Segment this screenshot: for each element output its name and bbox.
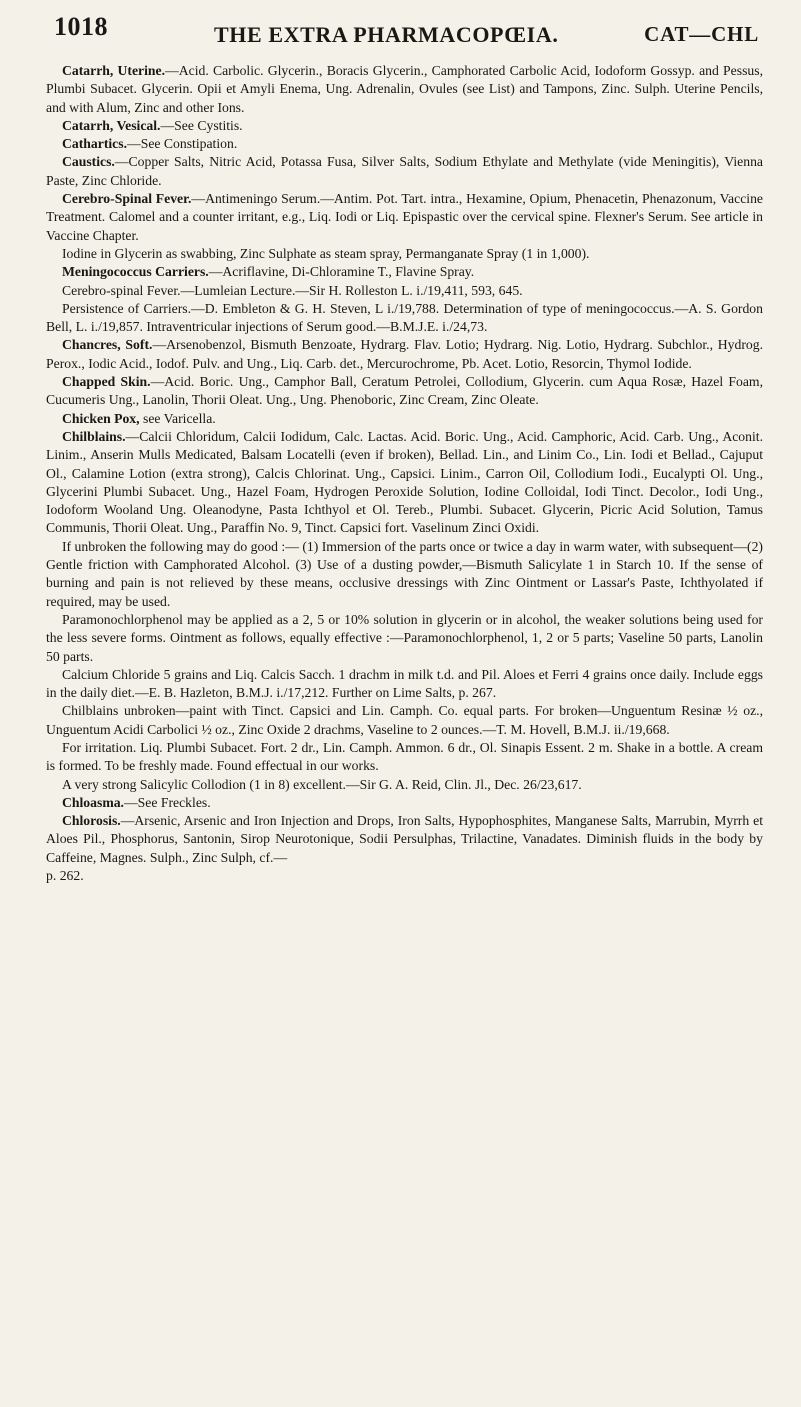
entry-headword: Chapped Skin. <box>62 374 151 390</box>
entry-text: —See Cystitis. <box>160 117 243 133</box>
entry-text: see Varicella. <box>139 410 216 426</box>
entry-text: Cerebro-spinal Fever.—Lumleian Lecture.—Sir H. Rolleston L. i./19,411, 593, 645. <box>62 282 523 298</box>
reference-persistence-carriers <box>46 300 763 337</box>
entry-headword: Chicken Pox, <box>62 410 140 426</box>
paragraph-calcium-chloride <box>46 666 763 703</box>
entry-text: Calcium Chloride 5 grains and Liq. Calcis Sacch. 1 drachm in milk t.d. and Pil. Aloes et Ferri 4 grains once daily. Include eggs in the daily diet.—E. B. Hazleton, B.M.J. i./17,212. Further on Lime Salts, p. 267. <box>46 666 763 701</box>
running-title: THE EXTRA PHARMACOPŒIA. <box>214 22 559 47</box>
entry-headword: Cathartics. <box>62 136 128 152</box>
entry-catarrh-vesical <box>46 117 763 135</box>
entry-headword: Meningococcus Carriers. <box>62 264 209 280</box>
entry-chicken-pox <box>46 410 763 428</box>
entry-meningococcus-carriers <box>46 263 763 281</box>
entry-cerebro-spinal-fever <box>46 190 763 245</box>
entry-chapped-skin <box>46 373 763 410</box>
running-head <box>46 10 763 60</box>
entry-headword: Caustics. <box>62 154 115 170</box>
entry-text: —Antimeningo Serum.—Antim. Pot. Tart. intra., Hexamine, Opium, Phenacetin, Phenazonum, Vaccine Treatment. Calomel and a counter irritant, e.g., Liq. Iodi or Liq. Epispastic over the cervical spine. Flexner's Serum. See article in Vaccine Chapter. <box>46 191 763 243</box>
entry-headword: Chilblains. <box>62 428 126 444</box>
page-reference <box>46 867 763 885</box>
entry-text: —Arsenic, Arsenic and Iron Injection and Drops, Iron Salts, Hypophosphites, Manganese Salts, Marrubin, Myrrh et Aloes Pil., Phosphorus, Santonin, Sirop Neurotonique, Sodii Persulphas, Trilactine, Vanadates. Diminish fluids in the body by Caffeine, Magnes. Sulph., Zinc Sulph, cf.— <box>46 813 763 865</box>
entry-text: Persistence of Carriers.—D. Embleton & G. H. Steven, L i./19,788. Determination of type of meningococcus.—A. S. Gordon Bell, L. i./19,857. Intraventricular injections of Serum good.—B.M.J.E. i./24,73. <box>46 300 763 335</box>
entry-text: —See Freckles. <box>123 794 211 810</box>
entry-text: —Calcii Chloridum, Calcii Iodidum, Calc. Lactas. Acid. Boric. Ung., Acid. Camphoric, Acid. Carb. Ung., Aconit. Linim., Anserin Mulls Medicated, Balsam Locatelli (even if broken), Bellad. Lin., and Linim Co., Lin. Iodi et Bellad., Cajuput Ol., Calamine Lotion (extra strong), Calcis Chlorinat. Ung., Capsici. Linim., Carron Oil, Collodium Iodi., Eucalypti Ol. Ung., Glycerini Plumbi Subacet. Ung., Hazel Foam, Hydrogen Peroxide Solution, Iodine Colloidal, Iodi Tinct. Decolor., Iodi Ung., Iodoform Wooland Ung. Oleanodyne, Pasta Ichthyol et Ol. Tereb., Plumbi. Subacet. Glycerin, Picric Acid Solution, Tamus Communis, Thorii Oleat. Ung., Paraffin No. 9, Tinct. Capsici fort. Vaselinum Zinci Oxidi. <box>46 428 763 536</box>
entry-text: For irritation. Liq. Plumbi Subacet. Fort. 2 dr., Lin. Camph. Ammon. 6 dr., Ol. Sinapis Essent. 2 m. Shake in a bottle. A cream is formed. To be freshly made. Found effectual in our works. <box>46 739 763 774</box>
entry-chilblains <box>46 428 763 538</box>
entry-text: —Acid. Boric. Ung., Camphor Ball, Ceratum Petrolei, Collodium, Glycerin. cum Aqua Rosæ, Hazel Foam, Cucumeris Ung., Lanolin, Thorii Oleat. Ung., Ung. Phenoboric, Zinc Cream, Zinc Oleate. <box>46 374 763 408</box>
entry-headword: Catarrh, Uterine. <box>62 63 166 78</box>
entry-chlorosis <box>46 812 763 867</box>
entry-caustics <box>46 153 763 190</box>
entry-iodine-note <box>46 245 763 263</box>
entry-catarrh-uterine <box>46 62 763 117</box>
entry-text: Iodine in Glycerin as swabbing, Zinc Sulphate as steam spray, Permanganate Spray (1 in 1,000). <box>62 245 590 261</box>
entry-chancres-soft <box>46 336 763 373</box>
paragraph-salicylic-collodion <box>46 776 763 794</box>
entry-headword: Chlorosis. <box>62 813 121 829</box>
page-number: 1018 <box>54 12 108 41</box>
paragraph-unbroken-treatment <box>46 538 763 611</box>
entry-cathartics <box>46 135 763 153</box>
entry-text: If unbroken the following may do good :— (1) Immersion of the parts once or twice a day in warm water, with subsequent—(2) Gentle friction with Camphorated Alcohol. (3) Use of a dusting powder,—Bismuth Salicylate 1 in Starch 10. If the sense of burning and pain is not relieved by these means, occlusive dressings with Zinc Ointment or Lassar's Paste, Ichthyolated if required, may be used. <box>46 538 763 609</box>
paragraph-paramonochlorphenol <box>46 611 763 666</box>
entry-headword: Cerebro-Spinal Fever. <box>62 191 192 207</box>
entry-text: Chilblains unbroken—paint with Tinct. Capsici and Lin. Camph. Co. equal parts. For broken—Unguentum Resinæ ½ oz., Unguentum Acidi Carbolici ½ oz., Zinc Oxide 2 drachms, Vaseline to 2 ounces.—T. M. Hovell, B.M.J. ii./19,668. <box>46 703 763 737</box>
entry-text: Paramonochlorphenol may be applied as a 2, 5 or 10% solution in glycerin or in alcohol, the weaker solutions being used for the less severe forms. Ointment as follows, equally effective :—Paramonochlorphenol, 1, 2 or 5 parts; Vaseline 50 parts, Lanolin 50 parts. <box>46 611 763 664</box>
entry-headword: Chancres, Soft. <box>62 337 153 353</box>
entry-text: —Acid. Carbolic. Glycerin., Boracis Glycerin., Camphorated Carbolic Acid, Iodoform Gossyp. and Pessus, Plumbi Subacet. Glycerin. Opii et Amyli Enema, Ung. Adrenalin, Ovules (see List) and Tampons, Zinc. Sulph. Uterine Pencils, and with Alum, Zinc and other Ions. <box>46 63 763 115</box>
entry-text: A very strong Salicylic Collodion (1 in 8) excellent.—Sir G. A. Reid, Clin. Jl., Dec. 26/23,617. <box>62 776 582 792</box>
reference-lumleian-lecture <box>46 282 763 300</box>
entry-headword: Catarrh, Vesical. <box>62 117 161 133</box>
page-body <box>46 62 763 885</box>
entry-text: —Acriflavine, Di-Chloramine T., Flavine Spray. <box>208 264 475 280</box>
paragraph-chilblains-unbroken <box>46 702 763 739</box>
entry-text: —Copper Salts, Nitric Acid, Potassa Fusa, Silver Salts, Sodium Ethylate and Methylate (vide Meningitis), Vienna Paste, Zinc Chloride. <box>46 154 763 188</box>
entry-chloasma <box>46 794 763 812</box>
running-range: CAT—CHL <box>644 22 759 46</box>
entry-headword: Chloasma. <box>62 794 124 810</box>
entry-text: p. 262. <box>46 868 84 884</box>
paragraph-for-irritation <box>46 739 763 776</box>
entry-text: —See Constipation. <box>127 136 238 152</box>
entry-text: —Arsenobenzol, Bismuth Benzoate, Hydrarg. Flav. Lotio; Hydrarg. Nig. Lotio, Hydrarg. Subchlor., Hydrog. Perox., Iodic Acid., Iodof. Pulv. and Ung., Liq. Carb. det., Mercurochrome, Pb. Acet. Lotio, Resorcin, Thymol Iodide. <box>46 337 763 371</box>
